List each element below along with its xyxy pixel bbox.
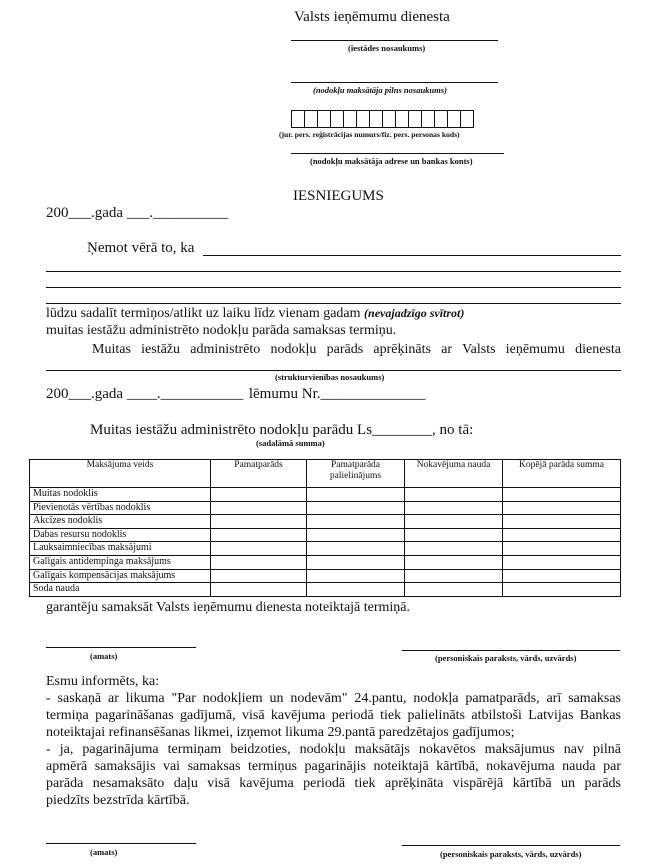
informed-p1-line2: termiņa pagarināšanas gadījumā, visā kavējuma periodā tiek palielināts atbilstoši Latvijas Bankas: [46, 708, 621, 723]
row-label: Galīgais kompensācijas maksājums: [30, 569, 211, 583]
struct-unit-line[interactable]: [46, 370, 621, 371]
cell[interactable]: [307, 515, 405, 529]
application-date[interactable]: 200___.gada ___.__________: [46, 205, 229, 221]
cell[interactable]: [211, 542, 307, 556]
row-label: Galīgais antidempinga maksājums: [30, 555, 211, 569]
registration-number-boxes[interactable]: [291, 110, 473, 128]
row-label: Muitas nodoklis: [30, 488, 211, 502]
cell[interactable]: [503, 515, 621, 529]
address-line[interactable]: [291, 153, 504, 154]
guarantee-text: garantēju samaksāt Valsts ieņēmumu dienesta noteiktajā termiņā.: [46, 600, 411, 615]
institution-caption: (iestādes nosaukums): [348, 43, 426, 53]
informed-p2-line3: parāda nesamaksāto daļu visā kavējuma periodā tiek aprēķināta vispārējā kārtībā un parāds: [46, 776, 621, 791]
cell[interactable]: [503, 583, 621, 597]
position-line-2[interactable]: [46, 843, 196, 844]
table-row: [30, 528, 621, 542]
struct-unit-caption: (strukturvienības nosaukums): [275, 372, 385, 382]
cell[interactable]: [503, 501, 621, 515]
row-label: Pievienotās vērtības nodoklis: [30, 501, 211, 515]
table-row: [30, 501, 621, 515]
informed-p2-line1: - ja, pagarinājuma termiņam beidzoties, nodokļu maksātājs nokavētos maksājumus nav pilnā: [46, 742, 621, 757]
row-label: Dabas resursu nodoklis: [30, 528, 211, 542]
cell[interactable]: [405, 515, 503, 529]
taxpayer-name-caption: (nodokļu maksātāja pilns nosaukums): [313, 85, 447, 95]
request-main: lūdzu sadalīt termiņos/atlikt uz laiku līdz vienam gadam: [46, 306, 361, 321]
cell[interactable]: [307, 488, 405, 502]
header-payment-type: Maksājuma veids: [30, 460, 211, 488]
cell[interactable]: [503, 555, 621, 569]
reason-line-2[interactable]: [46, 271, 621, 272]
row-label: Soda nauda: [30, 583, 211, 597]
table-header-row: [30, 460, 621, 488]
cell[interactable]: [211, 501, 307, 515]
cell[interactable]: [307, 542, 405, 556]
table-row: [30, 542, 621, 556]
cell[interactable]: [405, 569, 503, 583]
decision-row: [46, 386, 426, 403]
institution-line[interactable]: [291, 40, 498, 41]
cell[interactable]: [211, 569, 307, 583]
informed-heading: Esmu informēts, ka:: [46, 674, 160, 689]
authority-name: Valsts ieņēmumu dienesta: [294, 9, 450, 25]
reason-line-3[interactable]: [46, 287, 621, 288]
cell[interactable]: [405, 528, 503, 542]
cell[interactable]: [307, 555, 405, 569]
calc-line: Muitas iestāžu administrēto nodokļu parāds aprēķināts ar Valsts ieņēmumu dienesta: [92, 342, 621, 357]
cell[interactable]: [307, 501, 405, 515]
cell[interactable]: [503, 528, 621, 542]
taxpayer-name-line[interactable]: [291, 82, 498, 83]
position-line-1[interactable]: [46, 647, 196, 648]
table-row: [30, 555, 621, 569]
document-title: IESNIEGUMS: [293, 188, 384, 204]
address-caption: (nodokļu maksātāja adrese un bankas konts): [310, 156, 473, 166]
debt-caption: (sadalāmā summa): [256, 438, 325, 448]
reason-line-1[interactable]: [203, 255, 621, 256]
signature-caption-2: (personiskais paraksts, vārds, uzvārds): [440, 849, 582, 859]
cell[interactable]: [307, 569, 405, 583]
cell[interactable]: [211, 583, 307, 597]
cell[interactable]: [307, 583, 405, 597]
row-label: Lauksaimniecības maksājumi: [30, 542, 211, 556]
cell[interactable]: [211, 528, 307, 542]
cell[interactable]: [307, 528, 405, 542]
header-principal-increase: Pamatparāda palielinājums: [307, 460, 405, 488]
cell[interactable]: [211, 515, 307, 529]
reg-number-caption: (jur. pers. reģistrācijas numurs/fiz. pers. personas kods): [279, 130, 460, 139]
reason-line-4[interactable]: [46, 303, 621, 304]
cell[interactable]: [211, 555, 307, 569]
request-note: (nevajadzīgo svītrot): [364, 306, 465, 320]
header-principal: Pamatparāds: [211, 460, 307, 488]
informed-p2-line2: apmērā samaksājis vai samaksas termiņus pagarinājis noteiktajā kārtībā, nokavējuma nauda par: [46, 759, 621, 774]
cell[interactable]: [503, 542, 621, 556]
cell[interactable]: [503, 488, 621, 502]
table-row: [30, 583, 621, 597]
signature-caption-1: (personiskais paraksts, vārds, uzvārds): [435, 653, 577, 663]
cell[interactable]: [405, 501, 503, 515]
decision-number[interactable]: lēmumu Nr.______________: [248, 386, 426, 402]
header-total: Kopējā parāda summa: [503, 460, 621, 488]
table-row: [30, 569, 621, 583]
decision-date[interactable]: 200___.gada ____.___________: [46, 386, 244, 402]
cell[interactable]: [405, 555, 503, 569]
cell[interactable]: [405, 488, 503, 502]
cell[interactable]: [503, 569, 621, 583]
request-text: [46, 306, 464, 322]
header-late-fee: Nokavējuma nauda: [405, 460, 503, 488]
table-row: [30, 488, 621, 502]
informed-p2-line4: piedzīts bezstrīda kārtībā.: [46, 793, 190, 808]
signature-line-1[interactable]: [402, 650, 620, 651]
cell[interactable]: [405, 542, 503, 556]
debt-amount[interactable]: Muitas iestāžu administrēto nodokļu parādu Ls________, no tā:: [90, 422, 474, 438]
request-continuation: muitas iestāžu administrēto nodokļu parāda samaksas termiņu.: [46, 323, 397, 338]
cell[interactable]: [211, 488, 307, 502]
informed-p1-line3: noteiktajai refinansēšanas likmei, izņemot likuma 29.pantā paredzētajos gadījumos;: [46, 725, 515, 740]
row-label: Akcīzes nodoklis: [30, 515, 211, 529]
position-caption-2: (amats): [90, 847, 118, 857]
informed-p1-line1: - saskaņā ar likuma "Par nodokļiem un nodevām" 24.pantu, nodokļa pamatparāds, arī samaksas: [46, 691, 621, 706]
considering-label: Ņemot vērā to, ka: [87, 240, 195, 256]
table-row: [30, 515, 621, 529]
payment-table: [29, 459, 621, 597]
cell[interactable]: [405, 583, 503, 597]
position-caption-1: (amats): [90, 651, 118, 661]
signature-line-2[interactable]: [402, 845, 620, 846]
